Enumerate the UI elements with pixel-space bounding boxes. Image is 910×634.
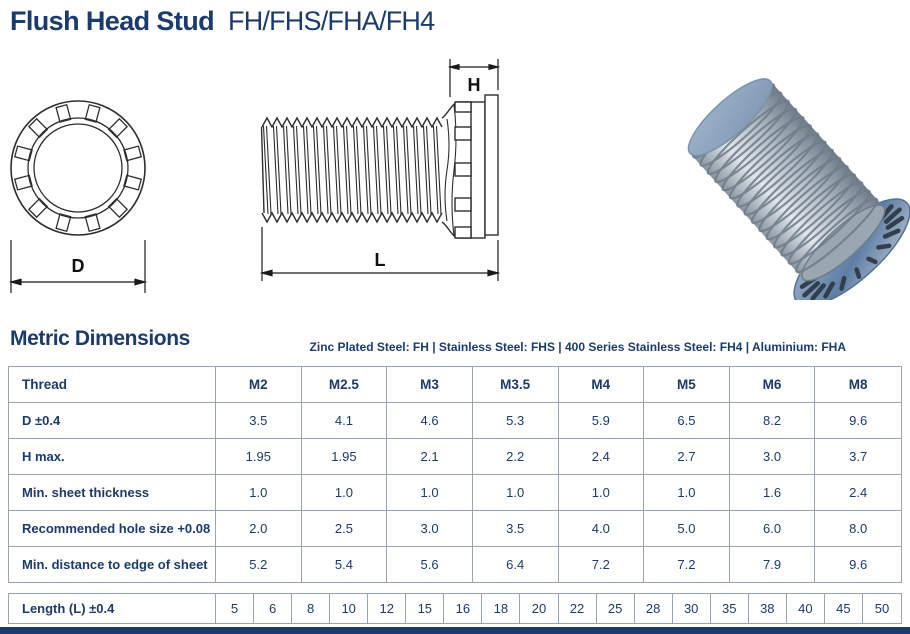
column-header: M2.5 — [302, 367, 388, 402]
table-cell: 9.6 — [849, 557, 868, 572]
table-cell: 3.0 — [387, 511, 473, 546]
table-cell: 1.0 — [644, 475, 730, 510]
table-cell: 8.0 — [849, 521, 868, 536]
table-cell: 1.0 — [387, 475, 473, 510]
column-header: Thread — [9, 367, 216, 402]
page-title: Flush Head Stud — [10, 6, 215, 36]
length-value-cell: 18 — [482, 594, 520, 623]
page-header — [10, 6, 434, 37]
length-value-cell: 15 — [406, 594, 444, 623]
model-codes: FH/FHS/FHA/FH4 — [228, 6, 435, 36]
length-value-cell: 20 — [520, 594, 558, 623]
row-label: Min. sheet thickness — [9, 475, 216, 510]
table-header-row — [9, 367, 901, 403]
table-cell: 1.0 — [473, 475, 559, 510]
length-value-cell: 40 — [787, 594, 825, 623]
column-header: M2 — [216, 367, 302, 402]
table-cell: 1.95 — [216, 439, 302, 474]
table-row — [9, 403, 901, 439]
length-value-cell: 5 — [216, 594, 254, 623]
column-header: M5 — [644, 367, 730, 402]
column-header: M8 — [848, 377, 868, 392]
table-cell: 6.4 — [473, 547, 559, 582]
table-cell: 4.1 — [302, 403, 388, 438]
table-cell: 4.6 — [387, 403, 473, 438]
dimensions-table — [8, 366, 902, 583]
head-plate — [485, 95, 498, 235]
table-cell: 2.7 — [644, 439, 730, 474]
table-cell: 3.5 — [216, 403, 302, 438]
table-cell: 2.1 — [387, 439, 473, 474]
dim-label-h: H — [467, 75, 481, 95]
length-value-cell: 28 — [635, 594, 673, 623]
length-table — [8, 593, 902, 624]
table-cell: 6.5 — [644, 403, 730, 438]
table-cell: 1.0 — [559, 475, 645, 510]
row-label: Min. distance to edge of sheet — [9, 547, 216, 582]
table-cell: 6.0 — [730, 511, 816, 546]
length-value-cell: 12 — [368, 594, 406, 623]
table-cell: 5.9 — [559, 403, 645, 438]
table-cell: 1.95 — [302, 439, 388, 474]
side-view-drawing — [245, 55, 515, 295]
column-header: M4 — [559, 367, 645, 402]
table-cell: 5.0 — [644, 511, 730, 546]
table-cell: 4.0 — [559, 511, 645, 546]
product-photo — [655, 40, 910, 300]
table-cell: 5.2 — [216, 547, 302, 582]
thread-top-edge — [262, 118, 442, 127]
length-row-label: Length (L) ±0.4 — [9, 594, 216, 623]
table-cell: 7.9 — [730, 547, 816, 582]
row-label: Recommended hole size +0.08 — [9, 511, 216, 546]
table-cell: 1.0 — [216, 475, 302, 510]
head-knurl-teeth — [455, 102, 471, 238]
length-value-cell: 8 — [292, 594, 330, 623]
table-cell: 2.4 — [559, 439, 645, 474]
table-cell: 2.0 — [216, 511, 302, 546]
table-cell: 7.2 — [644, 547, 730, 582]
thread-bottom-edge — [262, 213, 442, 222]
table-cell: 5.3 — [473, 403, 559, 438]
column-header: M3 — [387, 367, 473, 402]
dim-label-d: D — [71, 256, 85, 276]
table-cell: 8.2 — [730, 403, 816, 438]
table-row — [9, 511, 901, 547]
table-row — [9, 547, 901, 582]
length-value-cell: 22 — [559, 594, 597, 623]
length-value-cell: 38 — [749, 594, 787, 623]
length-value-cell: 16 — [444, 594, 482, 623]
length-value-cell: 45 — [825, 594, 863, 623]
table-cell: 2.4 — [849, 485, 868, 500]
dim-label-l: L — [374, 250, 386, 270]
table-cell: 5.6 — [387, 547, 473, 582]
row-label: H max. — [9, 439, 216, 474]
table-cell: 5.4 — [302, 547, 388, 582]
section-heading: Metric Dimensions — [10, 327, 190, 350]
table-cell: 2.5 — [302, 511, 388, 546]
table-cell: 3.5 — [473, 511, 559, 546]
row-label: D ±0.4 — [9, 403, 216, 438]
table-cell: 3.0 — [730, 439, 816, 474]
column-header: M6 — [730, 367, 816, 402]
table-cell: 1.6 — [730, 475, 816, 510]
table-cell: 1.0 — [302, 475, 388, 510]
length-value-cell: 25 — [597, 594, 635, 623]
length-value-cell: 50 — [874, 601, 890, 616]
footer-accent-bar — [0, 627, 910, 634]
length-value-cell: 30 — [673, 594, 711, 623]
table-cell: 9.6 — [849, 413, 868, 428]
length-value-cell: 10 — [330, 594, 368, 623]
thread-flanks — [264, 126, 442, 214]
length-value-cell: 35 — [711, 594, 749, 623]
column-header: M3.5 — [473, 367, 559, 402]
table-cell: 7.2 — [559, 547, 645, 582]
table-row — [9, 439, 901, 475]
materials-legend: Zinc Plated Steel: FH | Stainless Steel: FHS | 400 Series Stainless Steel: FH4 | Aluminium: FHA — [309, 340, 846, 354]
table-cell: 2.2 — [473, 439, 559, 474]
length-value-cell: 6 — [254, 594, 292, 623]
table-cell: 3.7 — [849, 449, 868, 464]
table-row — [9, 475, 901, 511]
front-view-drawing — [5, 60, 170, 300]
